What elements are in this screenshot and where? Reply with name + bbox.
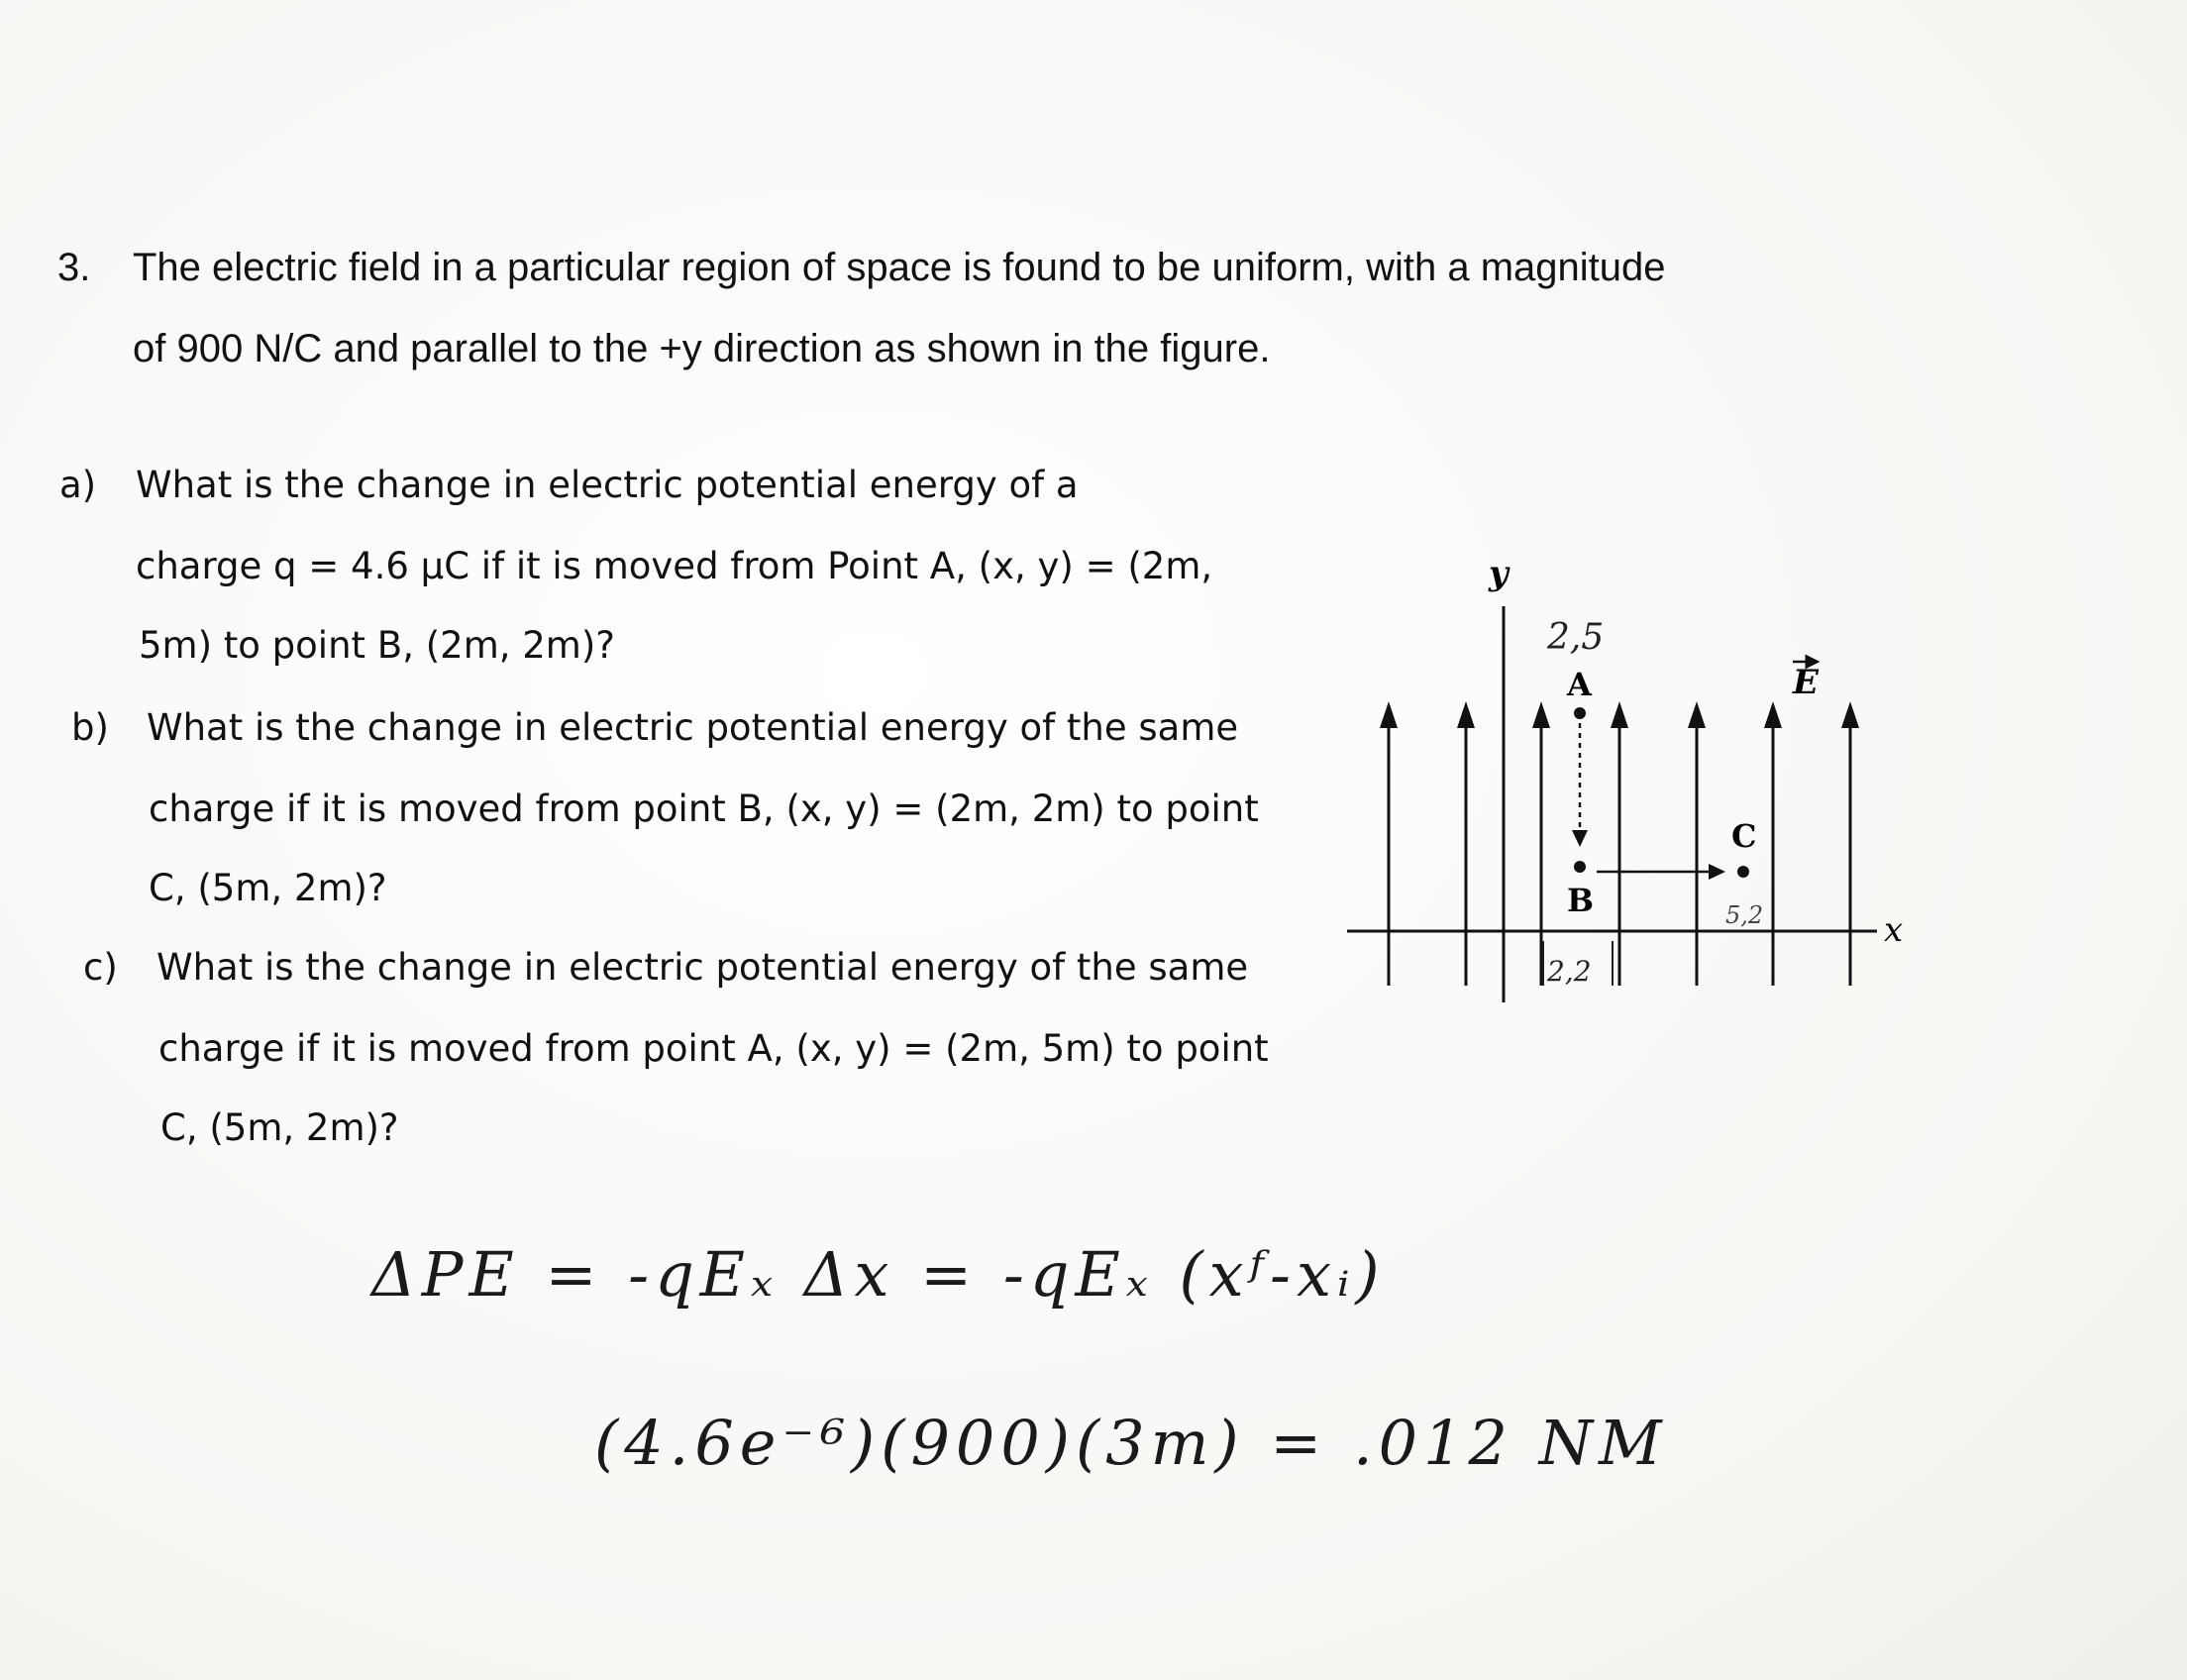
problem-text-line-2: of 900 N/C and parallel to the +y direction as shown in the figure.: [133, 327, 1271, 370]
electric-field-figure: [1327, 545, 1922, 1020]
part-a-label: a): [59, 464, 97, 506]
field-arrowheads: [1380, 701, 1859, 728]
note-point-c-coords: 5,2: [1725, 901, 1764, 929]
part-a-line-3: 5m) to point B, (2m, 2m)?: [139, 624, 615, 667]
note-point-b-coords: 2,2: [1547, 955, 1592, 988]
path-b-to-c-arrowhead: [1709, 864, 1725, 880]
point-c-label: C: [1731, 817, 1757, 855]
point-c-dot: [1737, 866, 1749, 878]
problem-number: 3.: [57, 246, 91, 289]
point-a-label: A: [1567, 666, 1592, 703]
point-b-dot: [1574, 861, 1586, 873]
part-b-line-2: charge if it is moved from point B, (x, y) = (2m, 2m) to point: [149, 788, 1259, 830]
part-b-line-3: C, (5m, 2m)?: [149, 867, 387, 909]
point-b-label: B: [1567, 882, 1595, 919]
x-axis-label: x: [1884, 910, 1904, 950]
part-c-label: c): [83, 946, 118, 989]
part-b-line-1: What is the change in electric potential energy of the same: [147, 706, 1239, 749]
field-lines: [1389, 708, 1850, 986]
handwritten-equation-1: ΔPE = -qEₓ Δx = -qEₓ (xᶠ-xᵢ): [371, 1238, 1386, 1311]
part-b-label: b): [71, 706, 109, 749]
part-a-line-2: charge q = 4.6 μC if it is moved from Point A, (x, y) = (2m,: [136, 545, 1213, 587]
part-c-line-3: C, (5m, 2m)?: [160, 1106, 399, 1149]
field-label: E: [1793, 663, 1819, 702]
note-point-a-coords: 2,5: [1547, 617, 1605, 658]
part-c-line-2: charge if it is moved from point A, (x, y) = (2m, 5m) to point: [158, 1027, 1269, 1070]
y-axis-label: y: [1489, 554, 1509, 593]
problem-text-line-1: The electric field in a particular region of space is found to be uniform, with a magnitude: [133, 246, 1666, 289]
part-c-line-1: What is the change in electric potential energy of the same: [156, 946, 1249, 989]
part-a-line-1: What is the change in electric potential energy of a: [136, 464, 1079, 506]
handwritten-equation-2: (4.6e⁻⁶)(900)(3m) = .012 NM: [594, 1407, 1668, 1479]
point-a-dot: [1574, 707, 1586, 719]
path-a-to-b-arrowhead: [1572, 830, 1588, 847]
